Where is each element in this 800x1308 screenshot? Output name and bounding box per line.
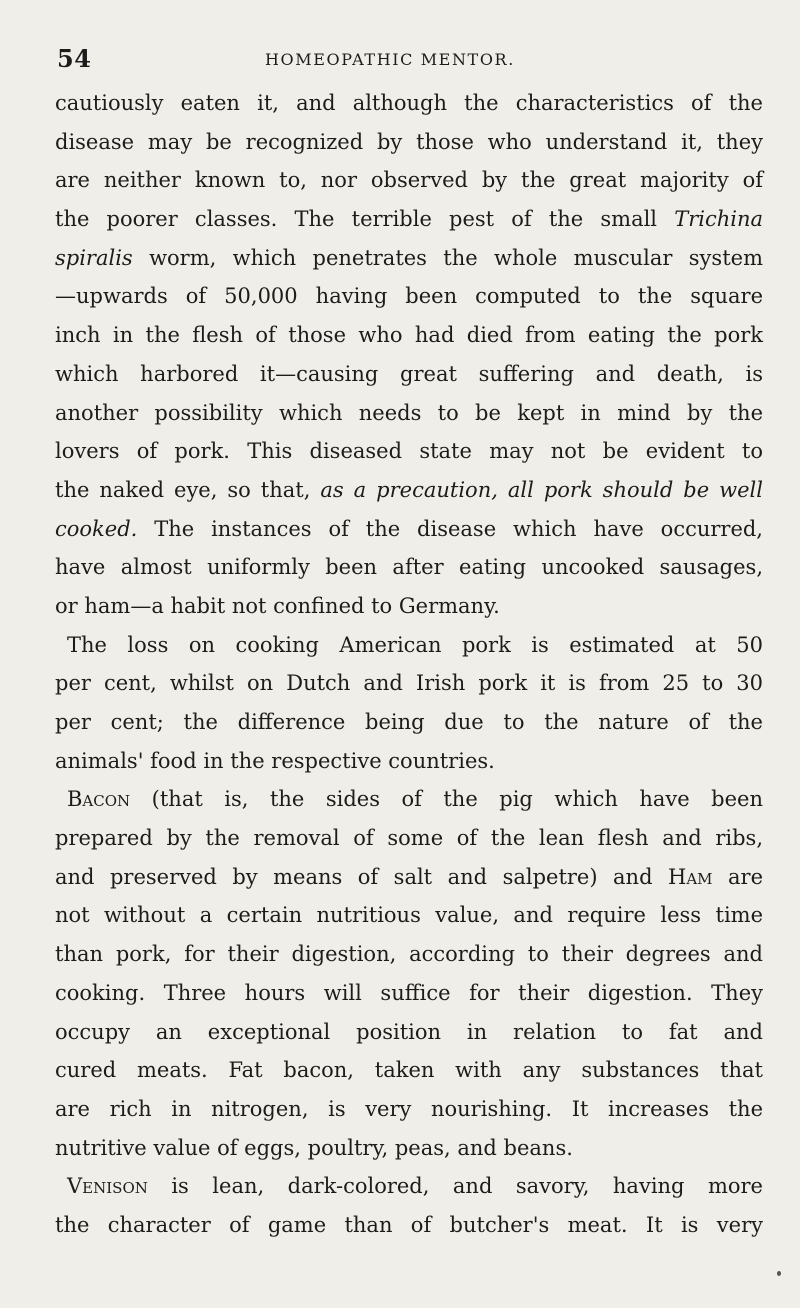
body-text (55, 84, 763, 1245)
text-segment: are (712, 864, 763, 889)
italic-cooked: cooked. (55, 516, 138, 541)
text-line: per cent, whilst on Dutch and Irish pork it is from 25 to 30 (55, 671, 763, 696)
text-line: or ham—a habit not confined to Germany. (55, 593, 500, 618)
text-segment: the poorer classes. The terrible pest of the small (55, 207, 675, 232)
italic-precaution: as a precaution, all pork should be well (320, 477, 763, 502)
text-segment: The instances of the disease which have occurred, (137, 516, 763, 541)
text-line: inch in the flesh of those who had died from eating the pork (55, 323, 763, 348)
text-line: another possibility which needs to be kept in mind by the (55, 400, 763, 425)
smallcaps-venison: Venison (67, 1174, 148, 1199)
italic-term-spiralis: spiralis (55, 245, 133, 270)
text-line: have almost uniformly been after eating uncooked sausages, (55, 555, 763, 580)
text-line: The loss on cooking American pork is estimated at 50 (67, 632, 763, 657)
text-segment: worm, which penetrates the whole muscular system (149, 245, 763, 270)
ink-speck (777, 1271, 781, 1276)
text-line: disease may be recognized by those who understand it, they (55, 129, 763, 154)
text-line: occupy an exceptional position in relation to fat and (55, 1019, 763, 1044)
text-line: than pork, for their digestion, according to their degrees and (55, 942, 763, 967)
text-segment: (that is, the sides of the pig which have been (130, 787, 763, 812)
running-head: HOMEOPATHIC MENTOR. (265, 50, 515, 69)
page-header (57, 44, 720, 76)
text-line: cooking. Three hours will suffice for their digestion. They (55, 980, 763, 1005)
italic-term-trichina: Trichina (674, 207, 763, 232)
text-line: prepared by the removal of some of the lean flesh and ribs, (55, 826, 763, 851)
page-number: 54 (57, 44, 92, 73)
text-line: are rich in nitrogen, is very nourishing. It increases the (55, 1096, 763, 1121)
text-line (55, 858, 763, 897)
text-line: —upwards of 50,000 having been computed to the square (55, 284, 763, 309)
text-line: lovers of pork. This diseased state may not be evident to (55, 439, 763, 464)
text-line: not without a certain nutritious value, and require less time (55, 903, 763, 928)
text-line: cautiously eaten it, and although the characteristics of the (55, 91, 763, 115)
smallcaps-ham: Ham (668, 864, 713, 889)
text-line (55, 239, 763, 278)
text-line: which harbored it—causing great suffering and death, is (55, 361, 763, 386)
text-line: the character of game than of butcher's meat. It is very (55, 1212, 763, 1237)
text-line (55, 1167, 763, 1206)
text-line: animals' food in the respective countries. (55, 748, 495, 773)
text-segment: and preserved by means of salt and salpetre) and (55, 864, 669, 889)
text-line: per cent; the difference being due to the nature of the (55, 710, 763, 734)
text-line (55, 200, 763, 239)
text-segment: the naked eye, so that, (55, 477, 321, 502)
text-line (55, 780, 763, 819)
smallcaps-bacon: Bacon (67, 787, 131, 812)
text-line (55, 471, 763, 510)
text-segment: is lean, dark-colored, and savory, having more (147, 1174, 763, 1199)
text-line: cured meats. Fat bacon, taken with any substances that (55, 1058, 763, 1083)
text-line: nutritive value of eggs, poultry, peas, and beans. (55, 1135, 573, 1160)
text-line: are neither known to, nor observed by the great majority of (55, 168, 763, 193)
text-line (55, 510, 763, 549)
